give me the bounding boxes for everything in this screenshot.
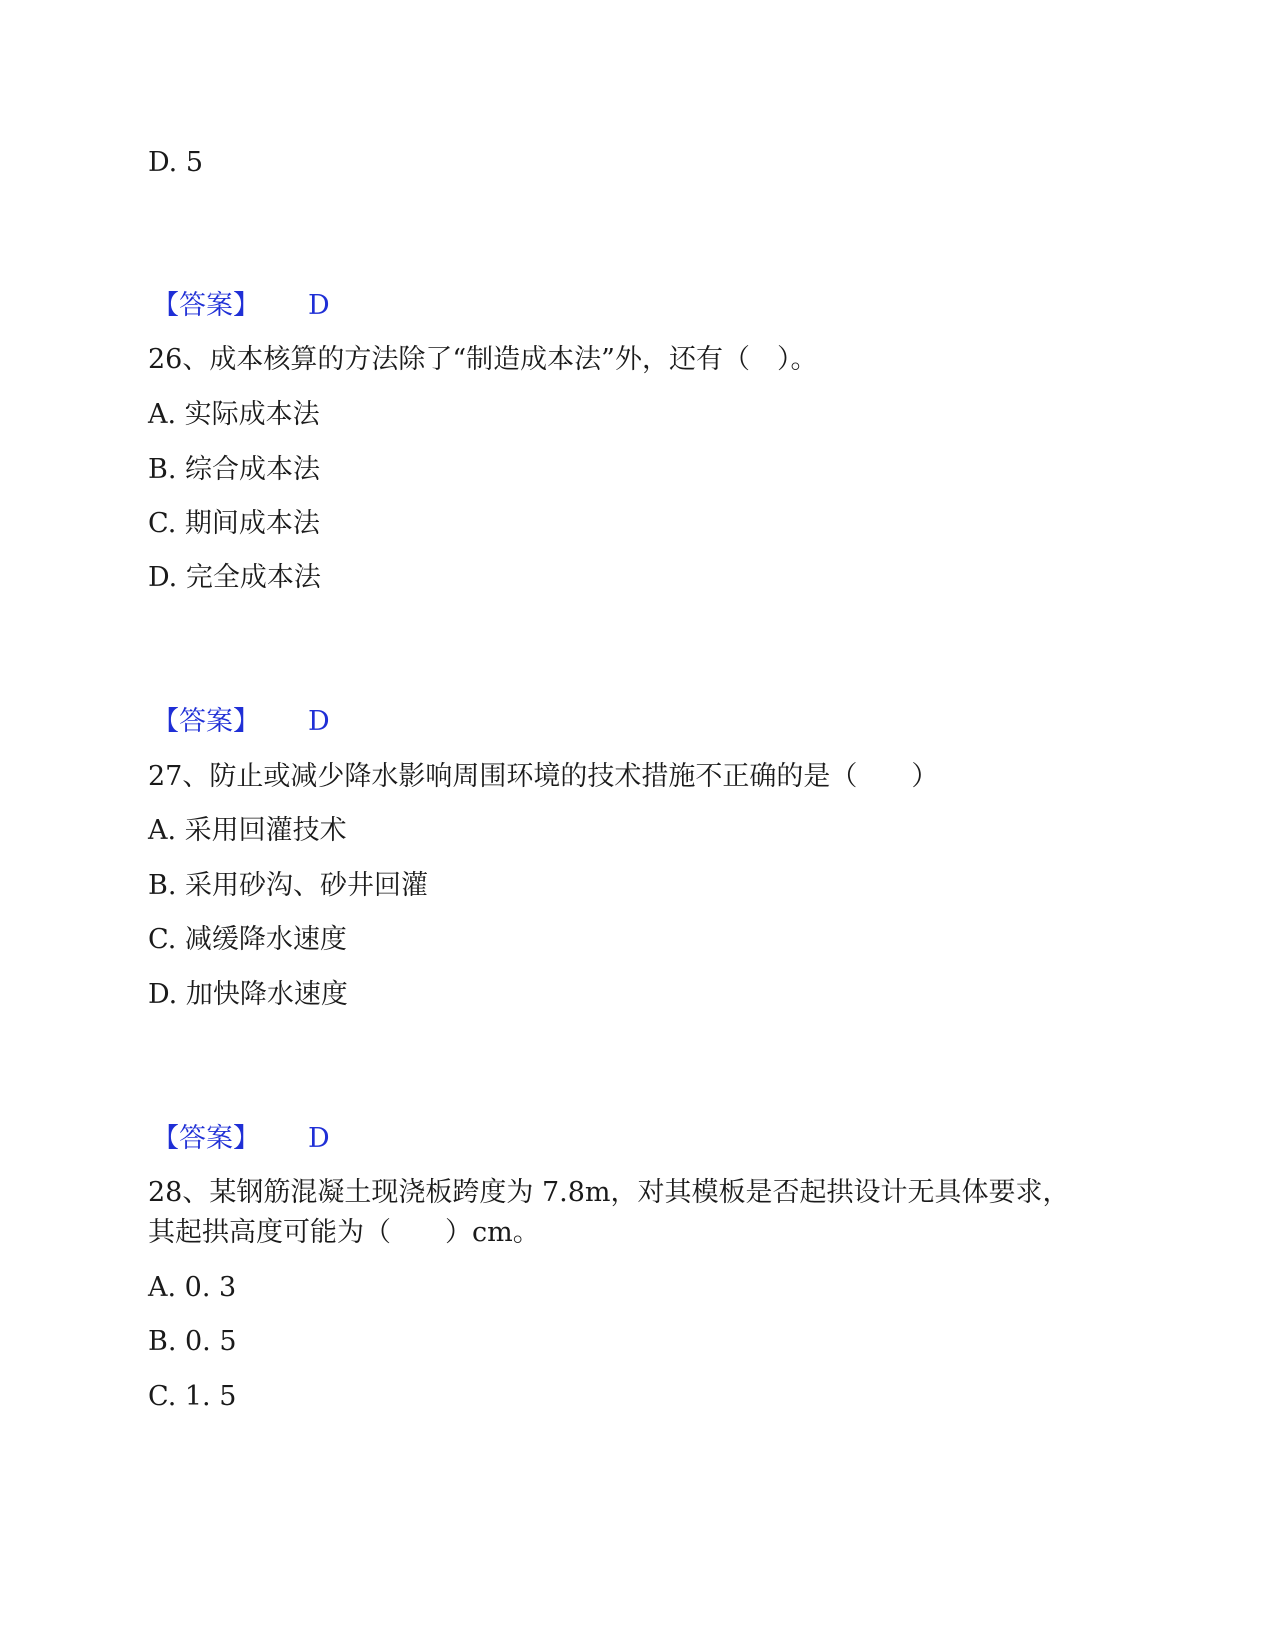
q27-option-b: B. 采用砂沟、砂井回灌 — [148, 870, 429, 901]
answer-q26 — [152, 705, 330, 739]
question-26-stem: 26、成本核算的方法除了“制造成本法”外，还有（ ）。 — [148, 344, 818, 375]
question-28-stem-line-2: 其起拱高度可能为（ ）cm。 — [148, 1217, 540, 1248]
question-28-stem-line-1: 28、某钢筋混凝土现浇板跨度为 7.8m，对其模板是否起拱设计无具体要求， — [148, 1177, 1070, 1208]
answer-value: D — [308, 290, 330, 321]
answer-value: D — [308, 706, 330, 737]
q26-option-a: A. 实际成本法 — [148, 399, 320, 430]
answer-q25 — [152, 289, 330, 323]
answer-label: 【答案】 — [152, 1123, 260, 1154]
q27-option-d: D. 加快降水速度 — [148, 979, 348, 1010]
q26-option-d: D. 完全成本法 — [148, 562, 321, 593]
q26-option-c: C. 期间成本法 — [148, 508, 320, 539]
question-27-stem: 27、防止或减少降水影响周围环境的技术措施不正确的是（ ） — [148, 761, 939, 792]
option-d: D. 5 — [148, 147, 204, 178]
q27-option-a: A. 采用回灌技术 — [148, 815, 347, 846]
q27-option-c: C. 减缓降水速度 — [148, 924, 347, 955]
answer-label: 【答案】 — [152, 706, 260, 737]
q28-option-c: C. 1. 5 — [148, 1381, 237, 1412]
q26-option-b: B. 综合成本法 — [148, 454, 321, 485]
q28-option-a: A. 0. 3 — [148, 1272, 237, 1303]
answer-value: D — [308, 1123, 330, 1154]
q28-option-b: B. 0. 5 — [148, 1326, 237, 1357]
answer-q27 — [152, 1122, 330, 1156]
answer-label: 【答案】 — [152, 290, 260, 321]
